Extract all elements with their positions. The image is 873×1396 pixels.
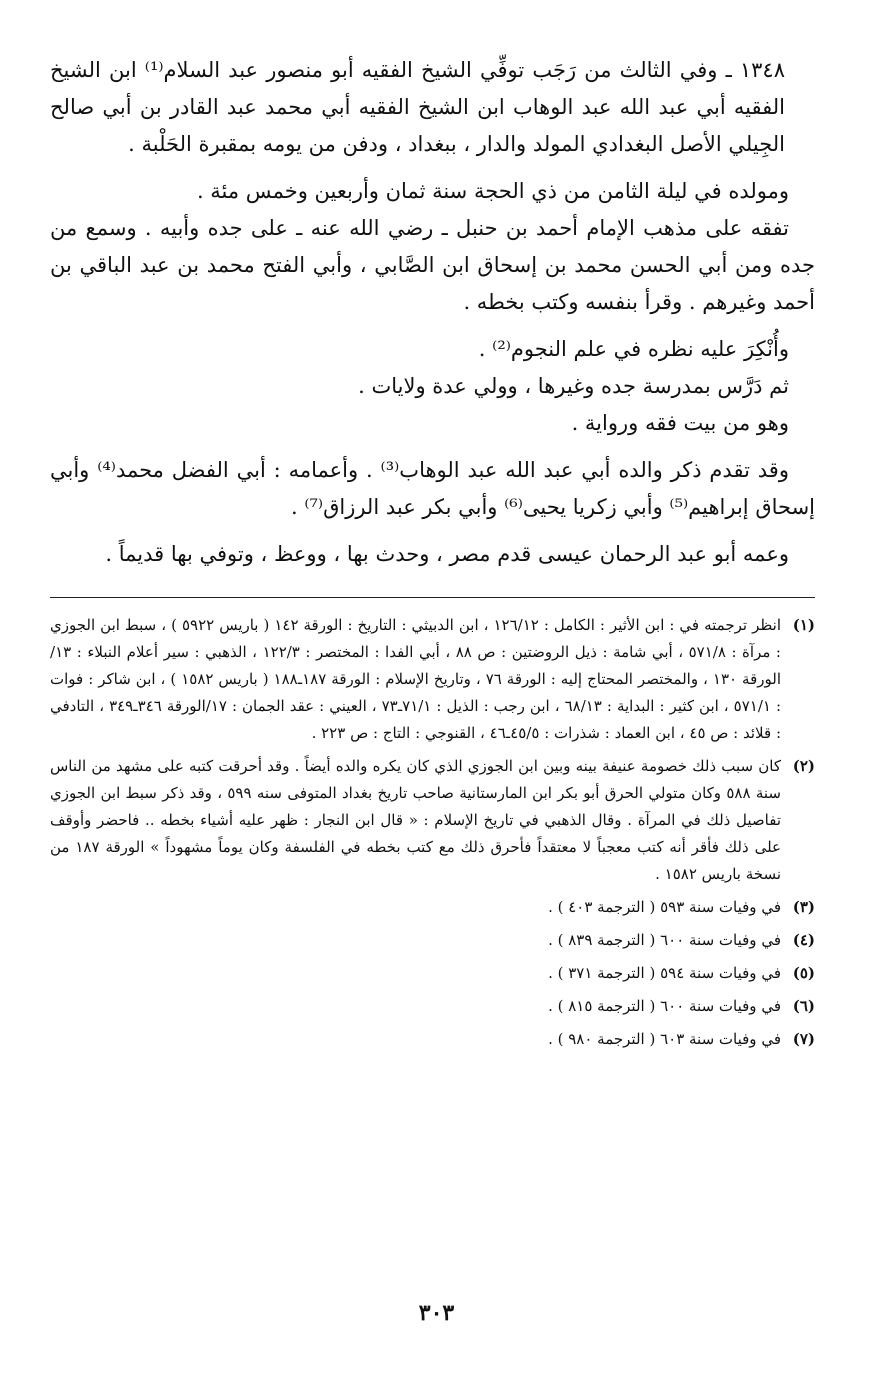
paragraph-family: وهو من بيت فقه ورواية . xyxy=(571,411,789,435)
footnote xyxy=(50,612,815,747)
page-number: ٣٠٣ xyxy=(418,1300,455,1326)
footnote xyxy=(50,960,815,987)
footnote-text: انظر ترجمته في : ابن الأثير : الكامل : ١٢٦/١٢ ، ابن الدبيثي : التاريخ : الورقة ١٤٢ ( باريس ٥٩٢٢ ) ، سبط ابن الجوزي : مرآة : ٥٧١/٨ ، أبي شامة : ذيل الروضتين : ص ٨٨ ، أبي الفدا : المختصر : ١٢٢/٣ ، الذهبي : سير أعلام النبلاء : ١٣/الورقة ١٣٠ ، والمختصر المحتاج إليه : الورقة ٧٦ ، وتاريخ الإسلام : الورقة ١٨٧ـ١٨٨ ( باريس ١٥٨٢ ) ، ابن شاكر : فوات : ٥٧١/١ ، ابن كثير : البداية : ٦٨/١٣ ، ابن رجب : الذيل : ٧١/١ـ٧٣ ، العيني : عقد الجمان : ١٧/الورقة ٣٤٦ـ٣٤٩ ، التادفي : قلائد : ص ٤٥ ، ابن العماد : شذرات : ٤٥/٥ـ٤٦ ، القنوجي : التاج : ص ٢٢٣ . xyxy=(50,616,782,742)
footnote xyxy=(50,993,815,1020)
footnote xyxy=(50,927,815,954)
main-text xyxy=(50,52,815,573)
footnote-marker: (٤) xyxy=(792,931,815,949)
paragraph-uncle: وعمه أبو عبد الرحمان عيسى قدم مصر ، وحدث بها ، ووعظ ، وتوفي بها قديماً . xyxy=(105,542,789,566)
footnote xyxy=(50,753,815,888)
paragraph-birth: ومولده في ليلة الثامن من ذي الحجة سنة ثمان وأربعين وخمس مئة . xyxy=(196,179,789,203)
footnote-text: في وفيات سنة ٦٠٠ ( الترجمة ٨١٥ ) . xyxy=(548,997,781,1015)
paragraph-studies: تفقه على مذهب الإمام أحمد بن حنبل ـ رضي الله عنه ـ على جده وأبيه . وسمع من جده ومن أبي الحسن محمد بن إسحاق ابن الصَّابي ، وأبي الفتح محمد بن عبد الباقي بن أحمد وغيرهم . وقرأ بنفسه وكتب بخطه . xyxy=(50,216,815,314)
footnote-text: كان سبب ذلك خصومة عنيفة بينه وبين ابن الجوزي الذي كان يكره والده أيضاً . وقد أحرقت كتبه على مشهد من الناس سنة ٥٨٨ وكان متولي الحرق أبو بكر ابن المارستانية صاحب تاريخ بغداد المتوفى سنه ٥٩٩ ، وقد ذكر سبط ابن الجوزي تفاصيل ذلك في المرآة . وقال الذهبي في تاريخ الإسلام : « قال ابن النجار : ظهر عليه أشياء بخطه .. فاحضر وأوقف على ذلك فأقر أنه كتب معجباً لا معتقداً فأحرق ذلك مع كتب بخطه في الفلسفة وكان يوماً مشهوداً » الورقة ١٨٧ من نسخة باريس ١٥٨٢ . xyxy=(50,757,781,883)
footnotes xyxy=(50,612,815,1053)
footnote-marker: (٢) xyxy=(792,757,815,775)
paragraph-astrology: وأُنْكِرَ عليه نظره في علم النجوم⁽²⁾ . xyxy=(478,337,789,361)
footnote-marker: (٣) xyxy=(792,898,815,916)
footnote-marker: (٧) xyxy=(792,1030,815,1048)
footnote-marker: (٦) xyxy=(792,997,815,1015)
footnote-text: في وفيات سنة ٦٠٠ ( الترجمة ٨٣٩ ) . xyxy=(548,931,781,949)
paragraph-teaching: ثم دَرَّس بمدرسة جده وغيرها ، وولي عدة ولايات . xyxy=(358,374,789,398)
footnote-marker: (٥) xyxy=(792,964,815,982)
footnote-divider xyxy=(50,597,815,598)
paragraph-relatives: وقد تقدم ذكر والده أبي عبد الله عبد الوهاب⁽³⁾ . وأعمامه : أبي الفضل محمد⁽⁴⁾ وأبي إسحاق إبراهيم⁽⁵⁾ وأبي زكريا يحيى⁽⁶⁾ وأبي بكر عبد الرزاق⁽⁷⁾ . xyxy=(50,458,815,519)
paragraph-biography-entry: ١٣٤٨ ـ وفي الثالث من رَجَب توفِّي الشيخ الفقيه أبو منصور عبد السلام⁽¹⁾ ابن الشيخ الفقيه أبي عبد الله عبد الوهاب ابن الشيخ الفقيه أبي محمد عبد القادر بن أبي صالح الجِيلي الأصل البغدادي المولد والدار ، ببغداد ، ودفن من يومه بمقبرة الحَلْبة . xyxy=(50,58,785,156)
footnote-text: في وفيات سنة ٥٩٣ ( الترجمة ٤٠٣ ) . xyxy=(548,898,781,916)
footnote-marker: (١) xyxy=(792,616,815,634)
footnote xyxy=(50,894,815,921)
footnote xyxy=(50,1026,815,1053)
footnote-text: في وفيات سنة ٥٩٤ ( الترجمة ٣٧١ ) . xyxy=(548,964,781,982)
footnote-text: في وفيات سنة ٦٠٣ ( الترجمة ٩٨٠ ) . xyxy=(548,1030,781,1048)
